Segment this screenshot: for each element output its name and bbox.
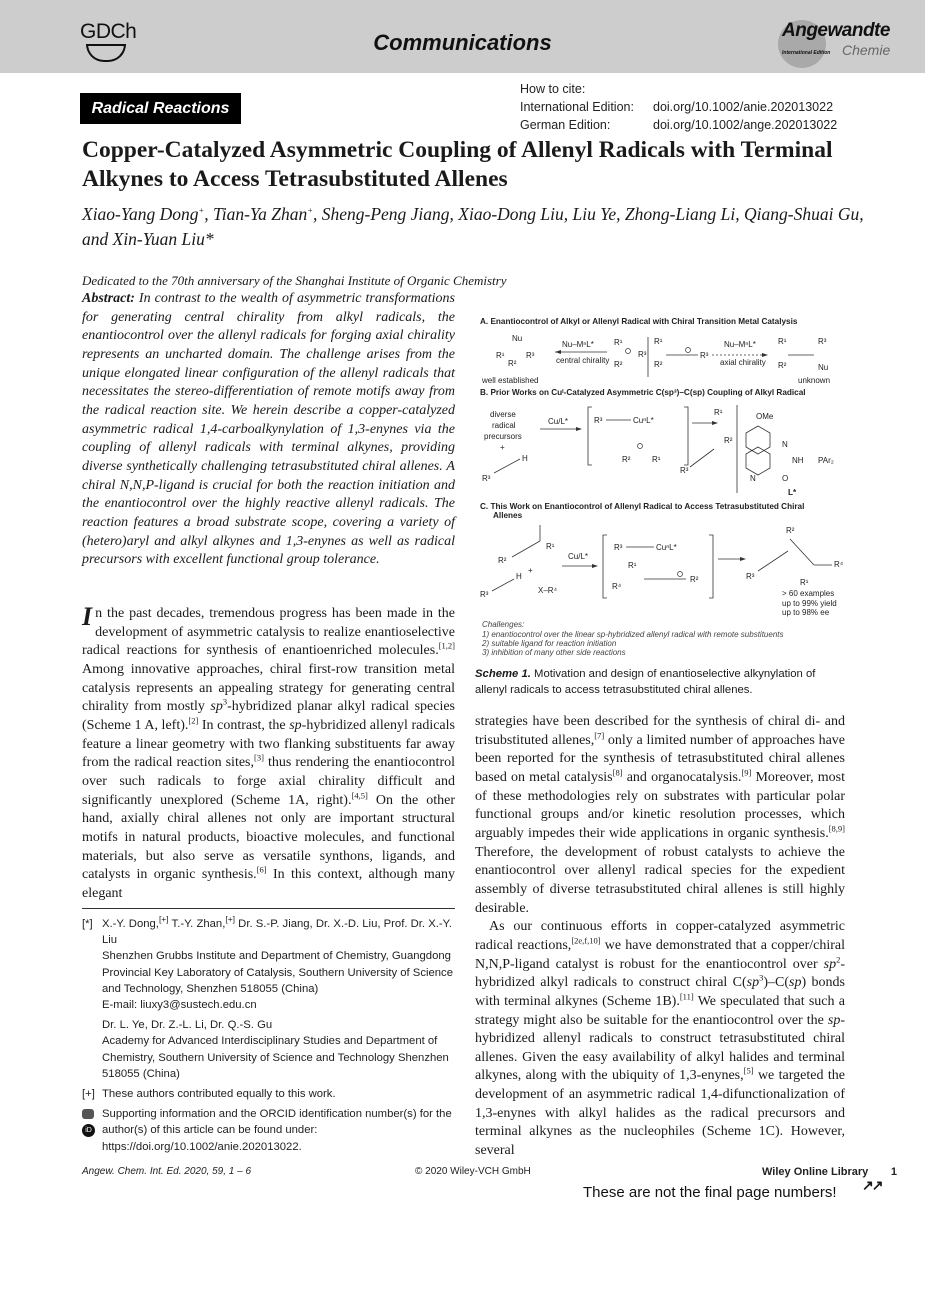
label-r3: R³ xyxy=(746,572,755,581)
superscript: [7] xyxy=(594,730,605,740)
article-title: Copper-Catalyzed Asymmetric Coupling of Allenyl Radicals with Terminal Alkynes to Access Tetrasubstituted Allenes xyxy=(82,137,833,192)
journal-logo: Angewandte xyxy=(782,20,890,41)
challenge-item: 2) suitable ligand for reaction initiation xyxy=(482,639,617,648)
wiley-online-library-link[interactable]: Wiley Online Library xyxy=(762,1166,869,1178)
label-r2: R² xyxy=(498,556,507,565)
paragraph: strategies have been described for the synthesis of chiral di- and trisubstituted allenes,[7] only a limited number of approaches have been reported for the synthesis of tetrasubstituted chiral allenes based on metal catalysis[8] and organocatalysis.[9] Moreover, most of these methodologies rely on substrates with particular polar functional groups and/or kinetic resolution processes, which arguably impedes their wide applications in organic synthesis.[8,9] Therefore, the development of robust catalysts to achieve the enantiocontrol over allenyl radical species for the expedient assembly of diverse tetrasubstituted chiral allenes is still highly desirable. xyxy=(475,714,845,916)
label-r2: R² xyxy=(786,526,795,535)
precursor-label: radical xyxy=(492,421,516,430)
quinoline-ring xyxy=(746,447,770,475)
superscript: [3] xyxy=(254,752,264,763)
italic-term: sp xyxy=(823,956,837,972)
ligand-n: N xyxy=(750,474,756,483)
label-r3: R³ xyxy=(680,466,689,475)
cite-label: German Edition: xyxy=(520,118,611,132)
central-chirality-label: central chirality xyxy=(556,356,610,365)
caption-text: Motivation and design of enantioselective alkynylation of allenyl radicals to access tetrasubstituted chiral allenes. xyxy=(475,668,816,697)
superscript: [2e,f,10] xyxy=(571,935,601,946)
catalyst-label: Cu/L* xyxy=(568,552,589,561)
quinoline-ring xyxy=(746,426,770,454)
ligand-nh: NH xyxy=(792,456,804,465)
radical-dot-icon xyxy=(638,444,643,449)
halide-label: X–R⁴ xyxy=(538,586,557,595)
cite-label: International Edition: xyxy=(520,100,634,114)
label-r1: R¹ xyxy=(614,338,623,347)
footnote-email-link[interactable]: E-mail: liuxy3@sustech.edu.cn xyxy=(102,999,257,1012)
label-r1: R¹ xyxy=(654,337,663,346)
label-r4: R⁴ xyxy=(612,582,622,591)
label-h: H xyxy=(516,572,522,581)
gdch-logo: GDCh xyxy=(80,20,137,43)
journal-logo-edition: International Edition xyxy=(782,50,831,56)
arrow-head-icon xyxy=(555,350,561,354)
superscript: [5] xyxy=(743,1065,754,1076)
not-final-notice: These are not the final page numbers! xyxy=(583,1184,837,1201)
challenge-item: 1) enantiocontrol over the linear sp-hybridized allenyl radical with remote substituents xyxy=(482,630,784,639)
cite-row xyxy=(520,98,837,116)
radical-dot-icon xyxy=(686,348,691,353)
italic-term: sp xyxy=(210,699,223,715)
double-arrow-icon: ↗↗ xyxy=(862,1179,882,1194)
footnote-affiliation: Shenzhen Grubbs Institute and Department of Chemistry, Guangdong Provincial Key Laboratory of Catalysis, Southern University of Science and Technology, Shenzhen 518055 (China) xyxy=(102,950,453,995)
label-r4: R⁴ xyxy=(834,560,844,569)
superscript: [+] xyxy=(225,914,236,925)
scheme-title-c: C. This Work on Enantiocontrol of Allenyl Radical to Access Tetrasubstituted Chiral xyxy=(480,502,805,511)
cu-complex-label: CuⁿL* xyxy=(656,543,677,552)
precursor-label: precursors xyxy=(484,432,522,441)
footnote-authors: X.-Y. Dong,[+] T.-Y. Zhan,[+] Dr. S.-P. Jiang, Dr. X.-D. Liu, Prof. Dr. X.-Y. Liu xyxy=(102,914,452,947)
scheme-caption xyxy=(475,666,845,698)
arrow-head-icon xyxy=(740,557,746,561)
alkyne-bond xyxy=(690,449,714,467)
italic-term: sp xyxy=(746,975,760,991)
page-number: 1 xyxy=(890,1166,897,1178)
label-r3: R³ xyxy=(614,543,623,552)
superscript: [+] xyxy=(158,914,169,925)
reagent-label: Nu–MⁿL* xyxy=(562,340,594,349)
result-label: > 60 examples xyxy=(782,589,835,598)
footnote-mark: [+] xyxy=(82,1088,95,1101)
label-r3: R³ xyxy=(700,351,709,360)
label-r1: R¹ xyxy=(546,542,555,551)
catalyst-label: Cu/L* xyxy=(548,417,569,426)
supporting-info-icon xyxy=(82,1109,94,1119)
how-to-cite xyxy=(520,80,837,134)
paragraph: In the past decades, tremendous progress has been made in the development of asymmetric catalysis to realize enantioselective radical reactions for synthesis of enantioenriched molecules.[1,2] Among innovative approaches, chiral first-row transition metal catalysis represents an appealing strategy for generating central chirality from mostly $sp^3$-hybridized planar alkyl radical species (Scheme 1 A, left).[2] In contrast, the sp-hybridized allenyl radicals feature a linear geometry with two flanking substituents far away from the radical reaction sites,[3] thus rendering the enantiocontrol over such radicals to forge axial chirality difficult and significantly unexplored (Scheme 1A, right).[4,5] On the other hand, axially chiral allenes not only are important structural motifs in natural products, bioactive molecules, and functional materials, but also serve as versatile synthons, ligands, and catalysts in organic synthesis.[6] In this context, although many elegant xyxy=(82,602,456,901)
arrow-head-icon xyxy=(592,564,598,568)
abstract: Abstract: In contrast to the wealth of asymmetric transformations for generating central chirality from alkyl radicals, the enantiocontrol over the allenyl radicals for forging axial chirality represents an uncharted domain. The challenge arises from the unique elongated linear configuration of the allenyl radicals that necessitates the stereo-differentiation of remote motifs away from the radical reaction site. We herein describe a copper-catalyzed asymmetric radical 1,4-carboalkynylation of 1,3-enynes via the coupling of allenyl radicals with terminal alkynes, providing diverse synthetically challenging tetrasubstituted chiral allenes. A chiral N,N,P-ligand is crucial for both the reaction initiation and the enantiocontrol over the highly reactive allenyl radicals. The reaction features a broad substrate scope, covering a variety of (hetero)aryl and alkyl alkynes and 1,3-enynes as well as radical precursors with excellent functional group tolerance. xyxy=(82,291,455,568)
superscript: [11] xyxy=(679,991,694,1002)
section-type: Communications xyxy=(373,30,552,55)
alkyne-bond xyxy=(758,551,788,571)
label-nu: Nu xyxy=(818,363,829,372)
result-label: up to 99% yield xyxy=(782,599,837,608)
body-text-left xyxy=(82,602,456,904)
abstract-label: Abstract: xyxy=(82,291,135,306)
ligand-ome: OMe xyxy=(756,412,774,421)
radical-dot-icon xyxy=(626,349,631,354)
equal-contribution-note: These authors contributed equally to this work. xyxy=(102,1088,336,1101)
alkyne-bond xyxy=(512,541,540,557)
challenges-title: Challenges: xyxy=(482,620,525,629)
footnotes xyxy=(82,916,462,1155)
label-r2: R² xyxy=(508,359,517,368)
plus-label: + xyxy=(500,443,505,452)
label-r1: R¹ xyxy=(652,455,661,464)
arrow-head-icon xyxy=(762,353,768,357)
cu-complex-label: CuⁿL* xyxy=(633,416,654,425)
italic-term: sp xyxy=(827,1012,841,1028)
label-r2: R² xyxy=(690,575,699,584)
ligand-n: N xyxy=(782,440,788,449)
result-label: up to 98% ee xyxy=(782,608,830,617)
label-r1: R¹ xyxy=(628,561,637,570)
precursor-label: diverse xyxy=(490,410,516,419)
scheme-title-b: B. Prior Works on Cuᴵ-Catalyzed Asymmetric C(sp³)–C(sp) Coupling of Alkyl Radical xyxy=(480,388,806,397)
footnote-affiliation: Academy for Advanced Interdisciplinary Studies and Department of Chemistry, Southern University of Science and Technology Shenzhen 518055 (China) xyxy=(102,1035,449,1080)
body-text-right xyxy=(475,713,845,1161)
alkyne-bond xyxy=(494,459,520,473)
italic-term: sp xyxy=(289,717,302,733)
label-h: H xyxy=(522,454,528,463)
scheme-1-figure xyxy=(476,313,844,663)
footnote-divider xyxy=(82,908,455,909)
dedication: Dedicated to the 70th anniversary of the Shanghai Institute of Organic Chemistry xyxy=(82,273,507,288)
label-r1: R¹ xyxy=(496,351,505,360)
drop-cap: I xyxy=(82,602,93,631)
superscript: + xyxy=(307,205,313,216)
label-r3: R³ xyxy=(818,337,827,346)
section-label: Radical Reactions xyxy=(80,93,241,124)
superscript: [4,5] xyxy=(351,789,368,800)
label-r2: R² xyxy=(654,360,663,369)
superscript: + xyxy=(198,205,205,216)
label-r3: R³ xyxy=(480,590,489,599)
superscript: [2] xyxy=(188,715,199,726)
label-r2: R² xyxy=(614,360,623,369)
ligand-par2: PAr₂ xyxy=(818,456,834,465)
footnote-mark: [*] xyxy=(82,918,93,930)
paragraph: As our continuous efforts in copper-catalyzed asymmetric radical reactions,[2e,f,10] we have demonstrated that a copper/chiral N,N,P-ligand catalyst is robust for the enantiocontrol over $sp^2$-hybridized alkyl radicals to construct chiral $C(sp^3)-C(sp)$ bonds with terminal alkynes (Scheme 1B).[11] We speculated that such a strategy might also be suitable for the enantiocontrol over the sp-hybridized allenyl radicals to construct tetrasubstituted chiral allenes. Given the easy availability of alkyl halides and terminal alkynes, along with the ubiquity of 1,3-enynes,[5] we targeted the development of an asymmetric radical 1,4-difunctionalization of 1,3-enynes with alkyl halides as the radical precursors and terminal alkynes as the nucleophiles (Scheme 1C). However, several xyxy=(475,919,845,1159)
superscript: 2 xyxy=(836,953,841,964)
alkyne-bond xyxy=(492,579,514,591)
label-r2: R² xyxy=(724,436,733,445)
cite-doi-link[interactable]: doi.org/10.1002/ange.202013022 xyxy=(653,118,838,132)
axial-chirality-label: axial chirality xyxy=(720,358,766,367)
unknown-label: unknown xyxy=(798,376,831,385)
footnote-authors: Dr. L. Ye, Dr. Z.-L. Li, Dr. Q.-S. Gu xyxy=(102,1019,273,1032)
supporting-info-link[interactable]: Supporting information and the ORCID identification number(s) for the author(s) of this article can be found under: https://doi.org/10.1002/anie.202013022. xyxy=(102,1108,452,1153)
plus-label: + xyxy=(528,566,533,575)
italic-term: sp xyxy=(789,975,802,991)
copyright: © 2020 Wiley-VCH GmbH xyxy=(415,1166,531,1177)
label-r3: R³ xyxy=(638,350,647,359)
superscript: [8,9] xyxy=(828,823,845,834)
reagent-label: Nu–MⁿL* xyxy=(724,340,756,349)
superscript: [9] xyxy=(741,767,752,778)
caption-label: Scheme 1. xyxy=(475,668,531,680)
cite-doi-link[interactable]: doi.org/10.1002/anie.202013022 xyxy=(653,100,834,114)
label-nu: Nu xyxy=(512,334,523,343)
label-r3: R³ xyxy=(482,474,491,483)
cite-row xyxy=(520,116,837,134)
author-list: Xiao-Yang Dong+, Tian-Ya Zhan+, Sheng-Peng Jiang, Xiao-Dong Liu, Liu Ye, Zhong-Liang Li, Qiang-Shuai Gu, and Xin-Yuan Liu* xyxy=(82,204,864,249)
label-r3: R³ xyxy=(526,351,535,360)
allene-bond xyxy=(790,539,814,565)
label-r3: R³ xyxy=(594,416,603,425)
scheme-title-c-line2: Allenes xyxy=(493,511,523,520)
label-r2: R² xyxy=(778,361,787,370)
journal-logo-chemie: Chemie xyxy=(842,42,891,58)
superscript: [8] xyxy=(612,767,623,778)
challenge-item: 3) inhibition of many other side reactions xyxy=(482,648,626,657)
well-established-label: well established xyxy=(482,376,539,385)
superscript: 3 xyxy=(222,696,228,707)
superscript: [6] xyxy=(256,864,267,875)
label-r1: R¹ xyxy=(714,408,723,417)
ligand-label: L* xyxy=(788,488,797,497)
arrow-head-icon xyxy=(712,421,718,425)
superscript: 3 xyxy=(759,972,764,983)
arrow-head-icon xyxy=(576,427,582,431)
superscript: [1,2] xyxy=(438,640,455,651)
radical-dot-icon xyxy=(678,572,683,577)
cite-heading: How to cite: xyxy=(520,82,586,96)
scheme-title-a: A. Enantiocontrol of Alkyl or Allenyl Radical with Chiral Transition Metal Catalysis xyxy=(480,317,798,326)
orcid-icon: iD xyxy=(82,1124,95,1137)
label-r1: R¹ xyxy=(800,578,809,587)
ligand-o: O xyxy=(782,474,789,483)
journal-reference: Angew. Chem. Int. Ed. 2020, 59, 1 – 6 xyxy=(82,1166,251,1177)
label-r2: R² xyxy=(622,455,631,464)
label-r1: R¹ xyxy=(778,337,787,346)
